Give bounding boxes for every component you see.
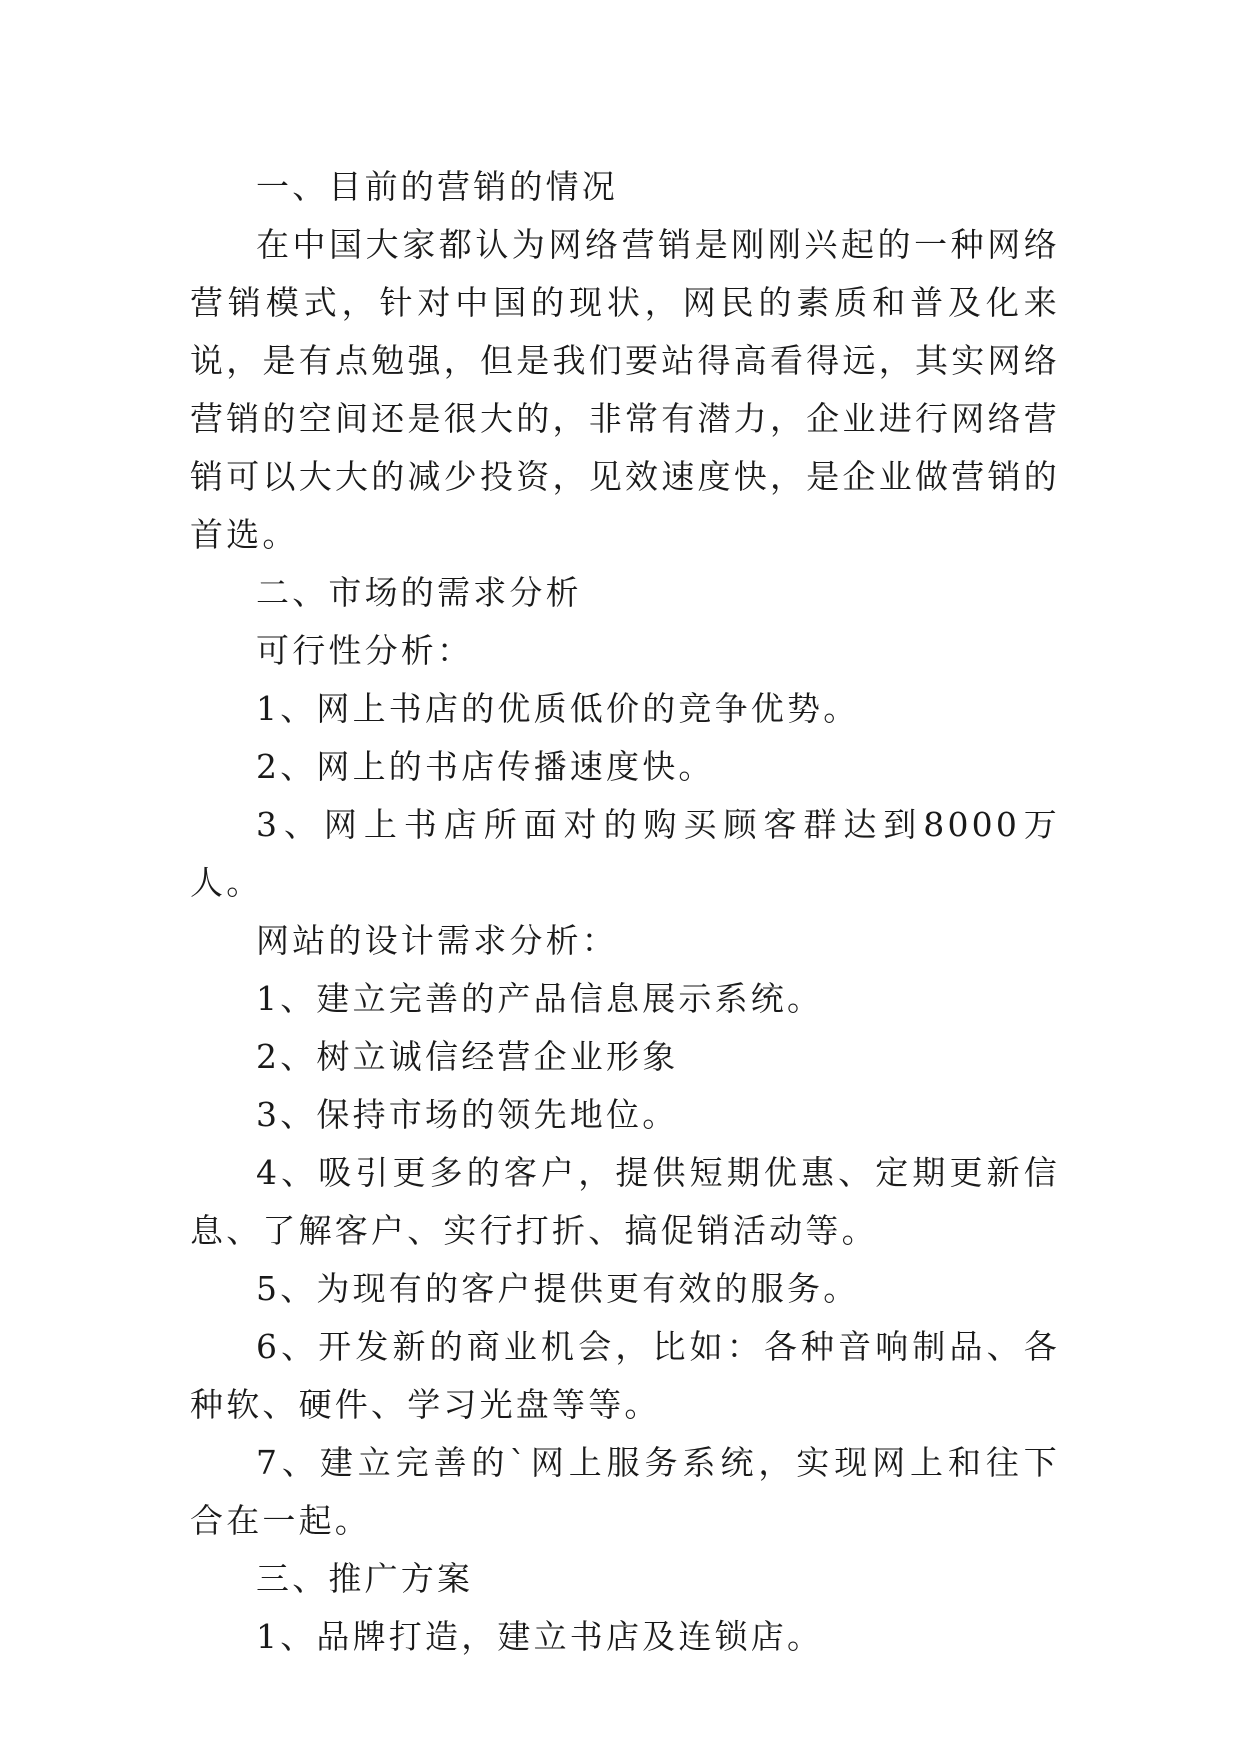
list-item: 4、吸引更多的客户，提供短期优惠、定期更新信息、了解客户、实行打折、搞促销活动等。 [190,1153,1060,1250]
section-heading: 一、目前的营销的情况 [256,167,618,206]
subheading: 网站的设计需求分析： [256,921,618,960]
list-item: 2、网上的书店传播速度快。 [256,747,715,786]
list-item: 7、建立完善的`网上服务系统，实现网上和往下合在一起。 [190,1443,1060,1540]
document-body [190,158,1060,1666]
list-item: 6、开发新的商业机会，比如：各种音响制品、各种软、硬件、学习光盘等等。 [190,1327,1060,1424]
section-heading: 三、推广方案 [256,1559,474,1598]
list-item: 1、品牌打造，建立书店及连锁店。 [256,1617,824,1656]
list-item: 1、网上书店的优质低价的竞争优势。 [256,689,860,728]
list-item: 3、保持市场的领先地位。 [256,1095,679,1134]
list-item: 5、为现有的客户提供更有效的服务。 [256,1269,860,1308]
list-item: 1、建立完善的产品信息展示系统。 [256,979,824,1018]
list-item: 3、网上书店所面对的购买顾客群达到8000万人。 [190,805,1060,902]
subheading: 可行性分析： [256,631,474,670]
paragraph: 在中国大家都认为网络营销是刚刚兴起的一种网络营销模式，针对中国的现状，网民的素质和普及化来说，是有点勉强，但是我们要站得高看得远，其实网络营销的空间还是很大的，非常有潜力，企业进行网络营销可以大大的减少投资，见效速度快，是企业做营销的首选。 [190,225,1060,554]
section-heading: 二、市场的需求分析 [256,573,582,612]
list-item: 2、树立诚信经营企业形象 [256,1037,679,1076]
